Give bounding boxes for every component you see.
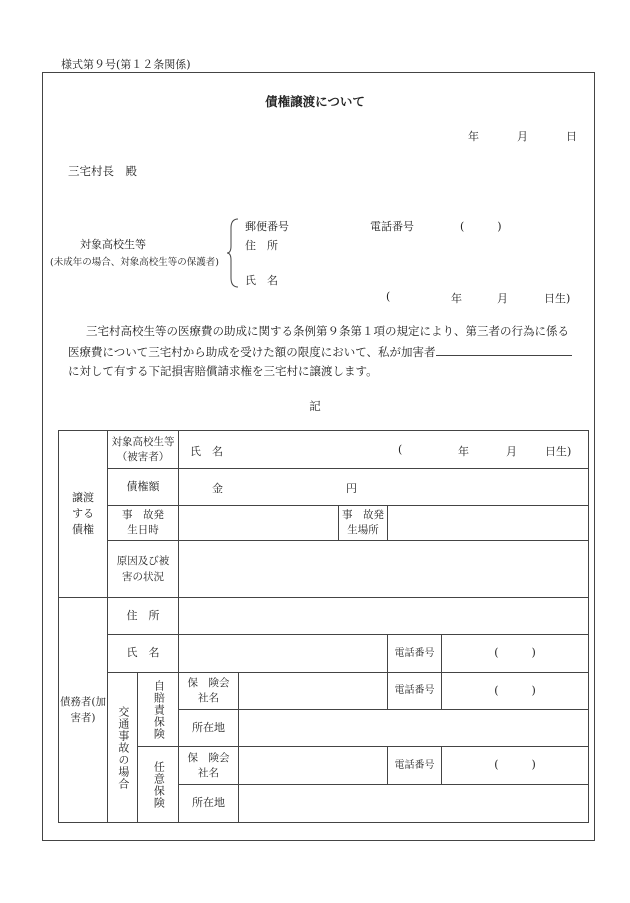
voluntary-phone-label: 電話番号	[394, 759, 435, 771]
compulsory-insurer-label: 保 険会社名	[187, 677, 230, 704]
body-line-1: 三宅村高校生等の医療費の助成に関する条例第９条第１項の規定により、第三者の行為に係る	[86, 324, 569, 338]
debtor-name-field[interactable]	[179, 635, 387, 672]
accident-date-label: 事 故発生日時	[122, 509, 164, 536]
applicant-birth-day: 日生)	[544, 292, 571, 305]
applicant-birth-month: 月	[497, 292, 508, 305]
body-line-3: に対して有する下記損害賠償請求権を三宅村に譲渡します。	[68, 364, 378, 378]
date-month: 月	[517, 130, 528, 143]
victim-birth-year: 年	[458, 445, 469, 458]
compulsory-location-label: 所在地	[192, 720, 225, 734]
claim-amount-field[interactable]	[230, 470, 340, 504]
traffic-accident-label: 交通事故の場合	[116, 705, 130, 790]
voluntary-insurer-label: 保 険会社名	[187, 751, 230, 779]
victim-birth-month: 月	[506, 445, 517, 458]
applicant-brace	[226, 218, 240, 288]
document-title: 債権譲渡について	[265, 94, 365, 109]
yen-label: 円	[346, 482, 357, 495]
cause-label: 原因及び被害の状況	[116, 555, 170, 583]
voluntary-insurer-field[interactable]	[239, 747, 387, 784]
voluntary-insurance-label: 任意保険	[152, 760, 166, 809]
compulsory-insurance-label: 自賠責保険	[152, 679, 166, 740]
applicant-phone-paren: ( )	[460, 220, 502, 233]
kin-label: 金	[212, 482, 223, 495]
voluntary-location-field[interactable]	[239, 785, 588, 822]
applicant-phone-label: 電話番号	[370, 220, 414, 233]
accident-place-label: 事 故発生場所	[342, 509, 384, 536]
compulsory-phone-label: 電話番号	[394, 685, 435, 697]
date-year: 年	[468, 130, 479, 143]
applicant-address-label: 住 所	[245, 239, 278, 252]
debtor-address-field[interactable]	[179, 598, 588, 634]
debtor-phone-label: 電話番号	[394, 647, 435, 659]
victim-birth-day: 日生)	[545, 445, 572, 458]
body-line-2: 医療費について三宅村から助成を受けた額の限度において、私が加害者	[68, 342, 594, 363]
applicant-label: 対象高校生等	[80, 238, 146, 251]
debtor-address-label: 住 所	[126, 608, 160, 622]
claim-amount-label: 債権額	[126, 479, 160, 493]
compulsory-location-field[interactable]	[239, 710, 588, 746]
cause-field[interactable]	[179, 541, 588, 597]
applicant-note: (未成年の場合、対象高校生等の保護者)	[50, 257, 219, 268]
victim-birth-open: (	[398, 443, 403, 456]
debtor-name-label: 氏 名	[126, 646, 160, 660]
accident-place-field[interactable]	[388, 506, 588, 540]
applicant-name-label: 氏 名	[245, 274, 278, 287]
debtor-phone-paren: ( )	[494, 646, 536, 660]
voluntary-location-label: 所在地	[192, 796, 225, 810]
victim-name-label: 氏 名	[190, 445, 223, 458]
compulsory-insurer-field[interactable]	[239, 673, 387, 709]
offender-blank[interactable]	[436, 343, 572, 356]
applicant-birth-year: 年	[451, 292, 462, 305]
voluntary-phone-paren: ( )	[494, 758, 536, 772]
postal-code-label: 郵便番号	[245, 220, 289, 233]
transfer-claim-group: 譲渡する債権	[72, 491, 94, 536]
debtor-group: 債務者(加害者)	[59, 696, 107, 724]
compulsory-phone-paren: ( )	[494, 683, 536, 697]
date-day: 日	[566, 130, 577, 143]
applicant-birth-open: (	[386, 290, 391, 303]
ki-label: 記	[309, 399, 321, 413]
victim-label: 対象高校生等（被害者）	[111, 435, 175, 463]
accident-date-field[interactable]	[179, 506, 337, 540]
victim-name-field[interactable]	[228, 432, 388, 467]
addressee: 三宅村長 殿	[68, 164, 137, 178]
form-number: 様式第９号(第１２条関係)	[61, 58, 191, 71]
